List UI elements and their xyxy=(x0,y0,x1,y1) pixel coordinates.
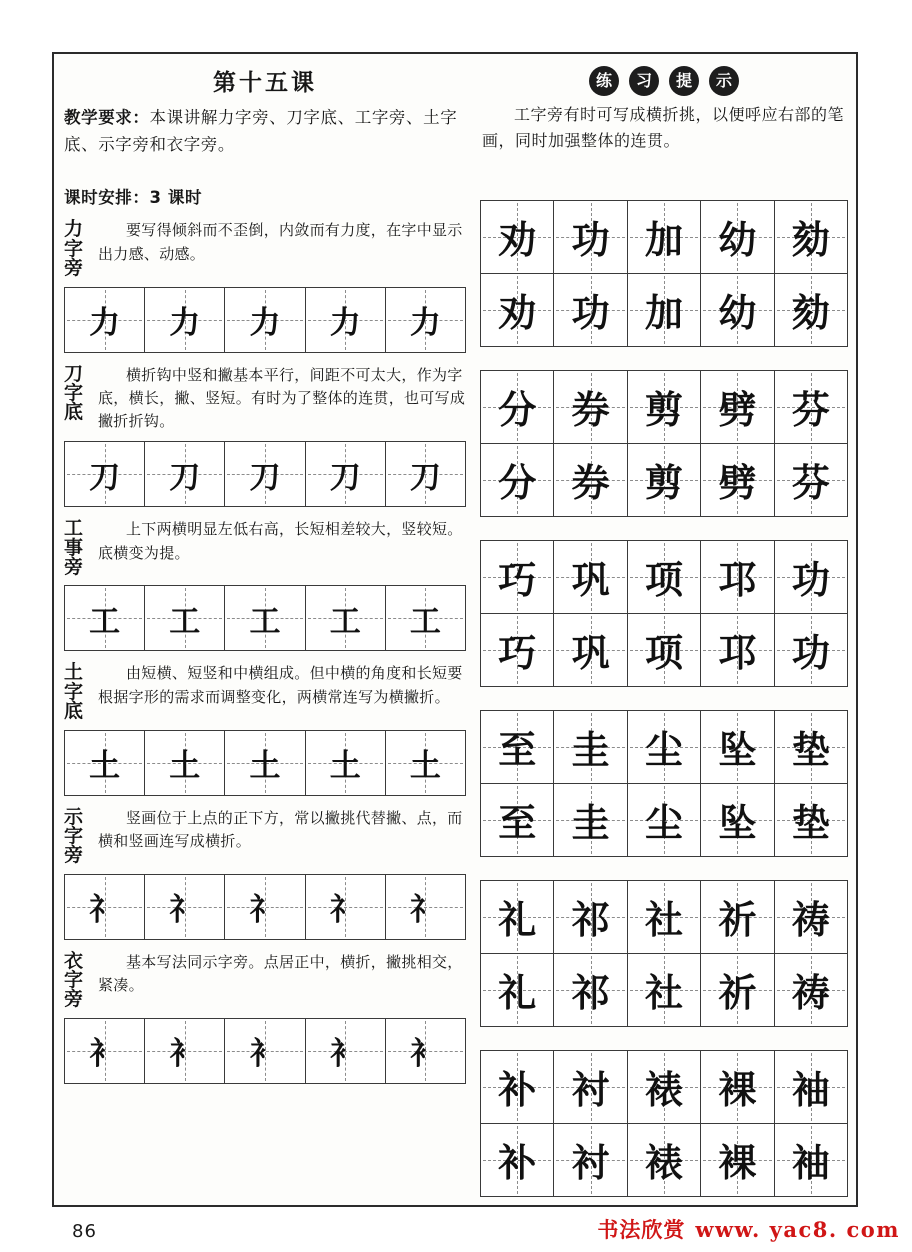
example-cell xyxy=(775,1051,847,1123)
example-row xyxy=(481,614,847,686)
example-glyph: 券 xyxy=(571,461,610,506)
example-glyph: 社 xyxy=(645,898,684,943)
example-cell xyxy=(481,274,554,346)
example-cell xyxy=(481,784,554,856)
practice-cell xyxy=(386,1019,465,1083)
practice-grid xyxy=(64,585,466,651)
example-cell xyxy=(775,711,847,783)
example-cell xyxy=(554,954,627,1026)
example-cell xyxy=(481,371,554,443)
example-cell xyxy=(481,1124,554,1196)
example-glyph: 衬 xyxy=(571,1141,610,1186)
example-glyph: 尘 xyxy=(645,801,684,846)
example-glyph: 功 xyxy=(791,558,830,603)
example-glyph: 劈 xyxy=(718,461,757,506)
example-glyph: 衬 xyxy=(571,1068,610,1113)
practice-cell xyxy=(145,1019,225,1083)
practice-glyph: 礻 xyxy=(89,892,121,929)
example-glyph: 功 xyxy=(791,631,830,676)
example-cell xyxy=(775,274,847,346)
practice-glyph: 礻 xyxy=(169,892,201,929)
practice-glyph: 衤 xyxy=(89,1036,121,1073)
radical-label-char: 旁 xyxy=(64,556,84,579)
example-cell xyxy=(775,614,847,686)
practice-cell xyxy=(65,875,145,939)
example-cell xyxy=(554,1124,627,1196)
example-glyph: 加 xyxy=(645,291,684,336)
example-glyph: 祁 xyxy=(571,971,610,1016)
example-glyph: 劝 xyxy=(498,218,537,263)
example-row xyxy=(481,444,847,516)
example-glyph: 祈 xyxy=(718,898,757,943)
teaching-requirement-text: 本课讲解力字旁、刀字底、工字旁、土字底、示字旁和衣字旁。 xyxy=(64,108,458,154)
radical-label xyxy=(64,661,98,721)
radical-label-char: 旁 xyxy=(64,257,84,280)
example-glyph: 功 xyxy=(571,291,610,336)
example-cell xyxy=(481,954,554,1026)
practice-glyph: 刀 xyxy=(329,459,361,496)
example-cell xyxy=(775,541,847,613)
example-cell xyxy=(775,201,847,273)
practice-glyph: 土 xyxy=(89,748,121,785)
example-glyph: 补 xyxy=(498,1068,537,1113)
practice-cell xyxy=(65,586,145,650)
example-glyph: 劾 xyxy=(791,218,830,263)
section-header xyxy=(64,661,466,721)
example-cell xyxy=(554,201,627,273)
radical-label-char: 衣 xyxy=(64,949,84,972)
example-glyph: 垫 xyxy=(791,801,830,846)
example-glyph: 裸 xyxy=(718,1141,757,1186)
example-cell xyxy=(701,1124,774,1196)
example-glyph: 加 xyxy=(645,218,684,263)
watermark-url: www. yac8. com xyxy=(695,1217,900,1242)
radical-label-char: 力 xyxy=(64,218,84,241)
example-glyph: 至 xyxy=(498,728,537,773)
example-glyph: 祷 xyxy=(791,898,830,943)
example-cell xyxy=(481,541,554,613)
practice-glyph: 工 xyxy=(249,603,281,640)
example-cell xyxy=(701,881,774,953)
example-cell xyxy=(775,881,847,953)
radical-label xyxy=(64,363,98,423)
example-cell xyxy=(628,784,701,856)
example-glyph: 尘 xyxy=(645,728,684,773)
example-row xyxy=(481,1124,847,1196)
example-cell xyxy=(554,784,627,856)
page-columns xyxy=(54,54,856,1205)
example-cell xyxy=(775,1124,847,1196)
example-glyph: 巧 xyxy=(498,631,537,676)
example-glyph: 项 xyxy=(645,631,684,676)
radical-section-tu xyxy=(64,661,466,795)
radical-label-char: 字 xyxy=(64,824,84,847)
example-glyph: 项 xyxy=(645,558,684,603)
practice-cell xyxy=(145,586,225,650)
example-row xyxy=(481,881,847,954)
example-grid-tu xyxy=(480,710,848,857)
example-row xyxy=(481,784,847,856)
left-column xyxy=(64,60,472,1199)
teaching-requirement-label: 教学要求 xyxy=(64,108,133,127)
example-cell xyxy=(701,711,774,783)
practice-glyph: 工 xyxy=(169,603,201,640)
practice-glyph: 力 xyxy=(329,305,361,342)
practice-glyph: 刀 xyxy=(249,459,281,496)
practice-cell xyxy=(65,288,145,352)
example-glyph: 垫 xyxy=(791,728,830,773)
example-glyph: 至 xyxy=(498,801,537,846)
radical-description: 上下两横明显左低右高，长短相差较大，竖较短。底横变为提。 xyxy=(98,520,463,562)
example-cell xyxy=(701,444,774,516)
example-cell xyxy=(481,711,554,783)
example-cell xyxy=(628,1051,701,1123)
example-grid-dao xyxy=(480,370,848,517)
example-glyph: 巩 xyxy=(571,631,610,676)
practice-cell xyxy=(306,875,386,939)
example-glyph: 巩 xyxy=(571,558,610,603)
tip-badge: 习 xyxy=(629,66,659,96)
radical-label-char: 字 xyxy=(64,680,84,703)
example-glyph: 分 xyxy=(498,461,537,506)
example-grid-li xyxy=(480,200,848,347)
example-row xyxy=(481,1051,847,1124)
practice-grid xyxy=(64,730,466,796)
practice-cell xyxy=(306,1019,386,1083)
practice-glyph: 土 xyxy=(329,748,361,785)
example-glyph: 袖 xyxy=(791,1141,830,1186)
example-cell xyxy=(628,541,701,613)
example-cell xyxy=(775,371,847,443)
radical-description: 基本写法同示字旁。点居正中，横折，撇挑相交，紧凑。 xyxy=(98,952,463,994)
example-glyph: 坠 xyxy=(718,728,757,773)
practice-grid xyxy=(64,1018,466,1084)
practice-glyph: 工 xyxy=(409,603,441,640)
example-cell xyxy=(701,201,774,273)
example-cell xyxy=(481,881,554,953)
example-cell xyxy=(701,371,774,443)
radical-description: 由短横、短竖和中横组成。但中横的角度和长短要根据字形的需求而调整变化，两横常连写为横撇折。 xyxy=(98,664,463,706)
practice-glyph: 土 xyxy=(249,748,281,785)
practice-glyph: 衤 xyxy=(249,1036,281,1073)
tip-badge: 示 xyxy=(709,66,739,96)
practice-cell xyxy=(65,442,145,506)
example-glyph: 裱 xyxy=(645,1068,684,1113)
practice-glyph: 衤 xyxy=(409,1036,441,1073)
radical-label-char: 工 xyxy=(64,517,84,540)
practice-cell xyxy=(306,731,386,795)
right-column xyxy=(472,60,848,1199)
example-glyph: 袖 xyxy=(791,1068,830,1113)
example-cell xyxy=(554,614,627,686)
example-cell xyxy=(628,274,701,346)
practice-cell xyxy=(65,731,145,795)
radical-description: 要写得倾斜而不歪倒，内敛而有力度，在字中显示出力感、动感。 xyxy=(98,221,463,263)
example-cell xyxy=(554,711,627,783)
example-glyph: 劝 xyxy=(498,291,537,336)
radical-label xyxy=(64,517,98,577)
practice-cell xyxy=(225,442,305,506)
teaching-requirement xyxy=(64,105,466,158)
example-cell xyxy=(775,784,847,856)
example-glyph: 邛 xyxy=(718,631,757,676)
example-cell xyxy=(701,954,774,1026)
example-glyph: 礼 xyxy=(498,898,537,943)
example-cell xyxy=(481,1051,554,1123)
example-cell xyxy=(775,444,847,516)
example-glyph: 祈 xyxy=(718,971,757,1016)
example-glyph: 剪 xyxy=(645,388,684,433)
practice-cell xyxy=(386,586,465,650)
example-glyph: 裸 xyxy=(718,1068,757,1113)
class-schedule: 课时安排：3 课时 xyxy=(64,188,203,208)
section-header xyxy=(64,806,466,866)
teaching-requirement-separator: ： xyxy=(132,108,150,127)
practice-cell xyxy=(145,875,225,939)
radical-label xyxy=(64,806,98,866)
radical-label-char: 字 xyxy=(64,381,84,404)
example-glyph: 券 xyxy=(571,388,610,433)
practice-cell xyxy=(145,731,225,795)
practice-glyph: 工 xyxy=(89,603,121,640)
practice-glyph: 力 xyxy=(249,305,281,342)
practice-glyph: 衤 xyxy=(169,1036,201,1073)
example-cell xyxy=(701,541,774,613)
example-cell xyxy=(628,881,701,953)
example-cell xyxy=(628,371,701,443)
example-cell xyxy=(554,371,627,443)
example-glyph: 圭 xyxy=(571,728,610,773)
example-glyph: 劾 xyxy=(791,291,830,336)
example-cell xyxy=(554,444,627,516)
example-cell xyxy=(554,881,627,953)
section-header xyxy=(64,517,466,577)
tip-badge: 练 xyxy=(589,66,619,96)
example-row xyxy=(481,274,847,346)
practice-grid xyxy=(64,441,466,507)
example-glyph: 芬 xyxy=(791,461,830,506)
example-cell xyxy=(554,274,627,346)
example-glyph: 补 xyxy=(498,1141,537,1186)
example-grid-gong xyxy=(480,540,848,687)
radical-label-char: 底 xyxy=(64,700,84,723)
example-glyph: 芬 xyxy=(791,388,830,433)
example-glyph: 劈 xyxy=(718,388,757,433)
tip-badge: 提 xyxy=(669,66,699,96)
practice-cell xyxy=(225,1019,305,1083)
radical-label-char: 底 xyxy=(64,401,84,424)
example-glyph: 幼 xyxy=(718,218,757,263)
example-row xyxy=(481,541,847,614)
practice-glyph: 礻 xyxy=(249,892,281,929)
example-cell xyxy=(554,541,627,613)
example-cell xyxy=(628,444,701,516)
practice-glyph: 力 xyxy=(409,305,441,342)
practice-cell xyxy=(225,875,305,939)
page-number: 86 xyxy=(72,1221,97,1242)
practice-glyph: 礻 xyxy=(409,892,441,929)
radical-label-char: 示 xyxy=(64,805,84,828)
radical-section-dao xyxy=(64,363,466,508)
spacer xyxy=(480,154,848,200)
radical-description: 横折钩中竖和撇基本平行，间距不可太大，作为字底，横长，撇、竖短。有时为了整体的连贯，也可写成撇折折钩。 xyxy=(98,365,466,431)
example-row xyxy=(481,201,847,274)
practice-glyph: 刀 xyxy=(409,459,441,496)
example-row xyxy=(481,711,847,784)
example-cell xyxy=(481,201,554,273)
radical-label-char: 旁 xyxy=(64,988,84,1011)
practice-glyph: 土 xyxy=(169,748,201,785)
practice-cell xyxy=(306,442,386,506)
example-glyph: 祷 xyxy=(791,971,830,1016)
example-cell xyxy=(701,614,774,686)
practice-glyph: 刀 xyxy=(89,459,121,496)
practice-cell xyxy=(306,586,386,650)
example-glyph: 幼 xyxy=(718,291,757,336)
practice-tips-heading xyxy=(480,66,848,96)
practice-cell xyxy=(145,288,225,352)
section-header xyxy=(64,363,466,434)
practice-glyph: 土 xyxy=(409,748,441,785)
example-cell xyxy=(628,201,701,273)
practice-cell xyxy=(225,586,305,650)
example-cell xyxy=(701,784,774,856)
practice-grid xyxy=(64,287,466,353)
radical-label-char: 旁 xyxy=(64,844,84,867)
example-grid-yi xyxy=(480,1050,848,1197)
practice-glyph: 力 xyxy=(169,305,201,342)
radical-description: 竖画位于上点的正下方，常以撇挑代替撇、点，而横和竖画连写成横折。 xyxy=(98,808,463,850)
example-glyph: 礼 xyxy=(498,971,537,1016)
radical-section-gong xyxy=(64,517,466,651)
example-glyph: 社 xyxy=(645,971,684,1016)
example-glyph: 祁 xyxy=(571,898,610,943)
example-glyph: 分 xyxy=(498,388,537,433)
practice-glyph: 工 xyxy=(329,603,361,640)
watermark-brand: 书法欣赏 xyxy=(597,1218,686,1242)
radical-label-char: 土 xyxy=(64,661,84,684)
radical-label xyxy=(64,218,98,278)
practice-cell xyxy=(386,731,465,795)
practice-cell xyxy=(65,1019,145,1083)
section-header xyxy=(64,218,466,278)
example-grid-shi xyxy=(480,880,848,1027)
example-cell xyxy=(628,614,701,686)
example-glyph: 功 xyxy=(571,218,610,263)
practice-glyph: 衤 xyxy=(329,1036,361,1073)
radical-label-char: 事 xyxy=(64,536,84,559)
example-glyph: 邛 xyxy=(718,558,757,603)
page-title: 第十五课 xyxy=(213,70,317,96)
example-glyph: 巧 xyxy=(498,558,537,603)
practice-glyph: 力 xyxy=(89,305,121,342)
example-cell xyxy=(554,1051,627,1123)
example-glyph: 圭 xyxy=(571,801,610,846)
example-row xyxy=(481,954,847,1026)
practice-cell xyxy=(306,288,386,352)
watermark xyxy=(597,1214,900,1244)
radical-label-char: 刀 xyxy=(64,362,84,385)
example-cell xyxy=(628,1124,701,1196)
example-cell xyxy=(701,1051,774,1123)
practice-cell xyxy=(225,731,305,795)
practice-cell xyxy=(386,442,465,506)
radical-section-li xyxy=(64,218,466,352)
practice-cell xyxy=(145,442,225,506)
example-cell xyxy=(628,954,701,1026)
example-row xyxy=(481,371,847,444)
practice-glyph: 刀 xyxy=(169,459,201,496)
radical-label xyxy=(64,950,98,1010)
example-cell xyxy=(628,711,701,783)
example-cell xyxy=(481,444,554,516)
radical-section-shi xyxy=(64,806,466,940)
radical-label-char: 字 xyxy=(64,969,84,992)
practice-cell xyxy=(225,288,305,352)
practice-grid xyxy=(64,874,466,940)
example-glyph: 坠 xyxy=(718,801,757,846)
practice-cell xyxy=(386,288,465,352)
practice-cell xyxy=(386,875,465,939)
radical-label-char: 字 xyxy=(64,237,84,260)
example-cell xyxy=(701,274,774,346)
radical-section-yi xyxy=(64,950,466,1084)
example-glyph: 剪 xyxy=(645,461,684,506)
practice-tips-text: 工字旁有时可写成横折挑，以便呼应右部的笔画，同时加强整体的连贯。 xyxy=(482,105,845,150)
example-cell xyxy=(775,954,847,1026)
practice-glyph: 礻 xyxy=(329,892,361,929)
section-header xyxy=(64,950,466,1010)
example-glyph: 裱 xyxy=(645,1141,684,1186)
example-cell xyxy=(481,614,554,686)
textbook-page xyxy=(52,52,858,1207)
